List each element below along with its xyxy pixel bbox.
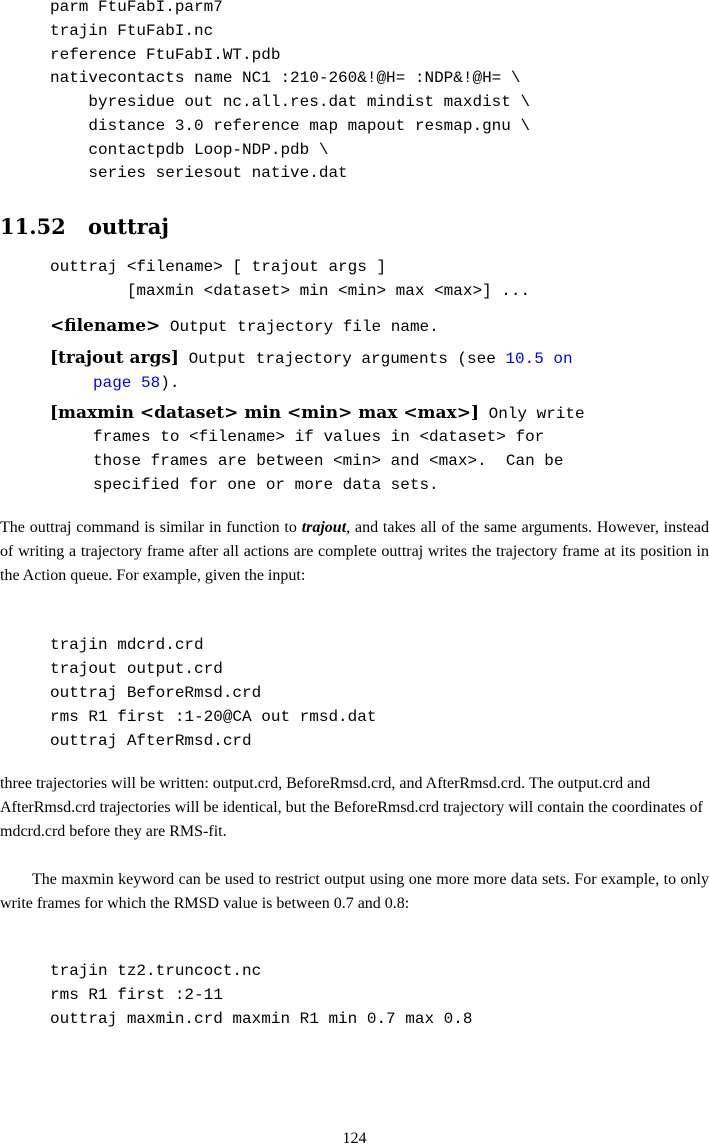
arg-desc: Output trajectory arguments (see: [178, 350, 506, 368]
code-line: parm FtuFabI.parm7: [50, 0, 223, 16]
usage-line: outtraj <filename> [ trajout args ]: [50, 258, 387, 276]
arg-filename: [50, 315, 439, 338]
arg-desc-line: specified for one or more data sets.: [93, 476, 439, 494]
paragraph-trajectories: three trajectories will be written: output.crd, BeforeRmsd.crd, and AfterRmsd.crd. The output.crd and AfterRmsd.crd trajectories will be identical, but the BeforeRmsd.crd trajectory will contain the coordinates of mdcrd.crd before they are RMS-fit.: [0, 775, 703, 840]
arg-term: <filename>: [50, 316, 161, 336]
paragraph-description: [0, 516, 709, 588]
arg-trajout: [50, 347, 573, 370]
code-line: contactpdb Loop-NDP.pdb \: [50, 141, 329, 159]
code-line: rms R1 first :1-20@CA out rmsd.dat: [50, 708, 377, 726]
para-text: , and takes all of the same arguments. However, instead of writing a trajectory frame after all actions are complete outtraj writes the trajectory frame at its position in the Action queue. For example, given the input:: [0, 519, 709, 584]
code-line: outtraj AfterRmsd.crd: [50, 732, 252, 750]
code-line: outtraj maxmin.crd maxmin R1 min 0.7 max 0.8: [50, 1010, 473, 1028]
arg-term: [trajout args]: [50, 348, 179, 368]
trajout-reference: trajout: [301, 519, 347, 536]
arg-trajout-cont: [93, 371, 179, 394]
arg-desc: Only write: [478, 405, 585, 423]
code-line: reference FtuFabI.WT.pdb: [50, 46, 281, 64]
para-text: The outtraj command is similar in function to: [0, 519, 302, 536]
arg-desc: ).: [160, 374, 180, 392]
paragraph-maxmin: The maxmin keyword can be used to restrict output using one more more data sets. For example, to only write frames for which the RMSD value is between 0.7 and 0.8:: [0, 871, 709, 912]
code-line: byresidue out nc.all.res.dat mindist maxdist \: [50, 93, 531, 111]
code-line: trajin tz2.truncoct.nc: [50, 962, 262, 980]
section-number: 11.52: [0, 214, 66, 239]
usage-line: [maxmin <dataset> min <min> max <max>] ...: [50, 282, 531, 300]
code-line: rms R1 first :2-11: [50, 986, 223, 1004]
page-number: 124: [342, 1130, 367, 1147]
code-line: series seriesout native.dat: [50, 164, 348, 182]
section-link[interactable]: 10.5 on: [505, 350, 573, 368]
arg-desc: Output trajectory file name.: [160, 318, 439, 336]
code-line: trajin FtuFabI.nc: [50, 22, 214, 40]
code-line: distance 3.0 reference map mapout resmap.gnu \: [50, 117, 531, 135]
arg-term: [maxmin <dataset> min <min> max <max>]: [50, 403, 479, 423]
arg-desc-line: frames to <filename> if values in <dataset> for: [93, 428, 545, 446]
code-line: trajout output.crd: [50, 660, 223, 678]
code-line: trajin mdcrd.crd: [50, 636, 204, 654]
arg-desc-line: those frames are between <min> and <max>. Can be: [93, 452, 564, 470]
section-title: outtraj: [88, 214, 169, 239]
section-heading: [0, 214, 169, 239]
code-line: outtraj BeforeRmsd.crd: [50, 684, 262, 702]
arg-maxmin: [50, 402, 585, 425]
code-line: nativecontacts name NC1 :210-260&!@H= :NDP&!@H= \: [50, 69, 521, 87]
page-link[interactable]: page 58: [93, 374, 161, 392]
